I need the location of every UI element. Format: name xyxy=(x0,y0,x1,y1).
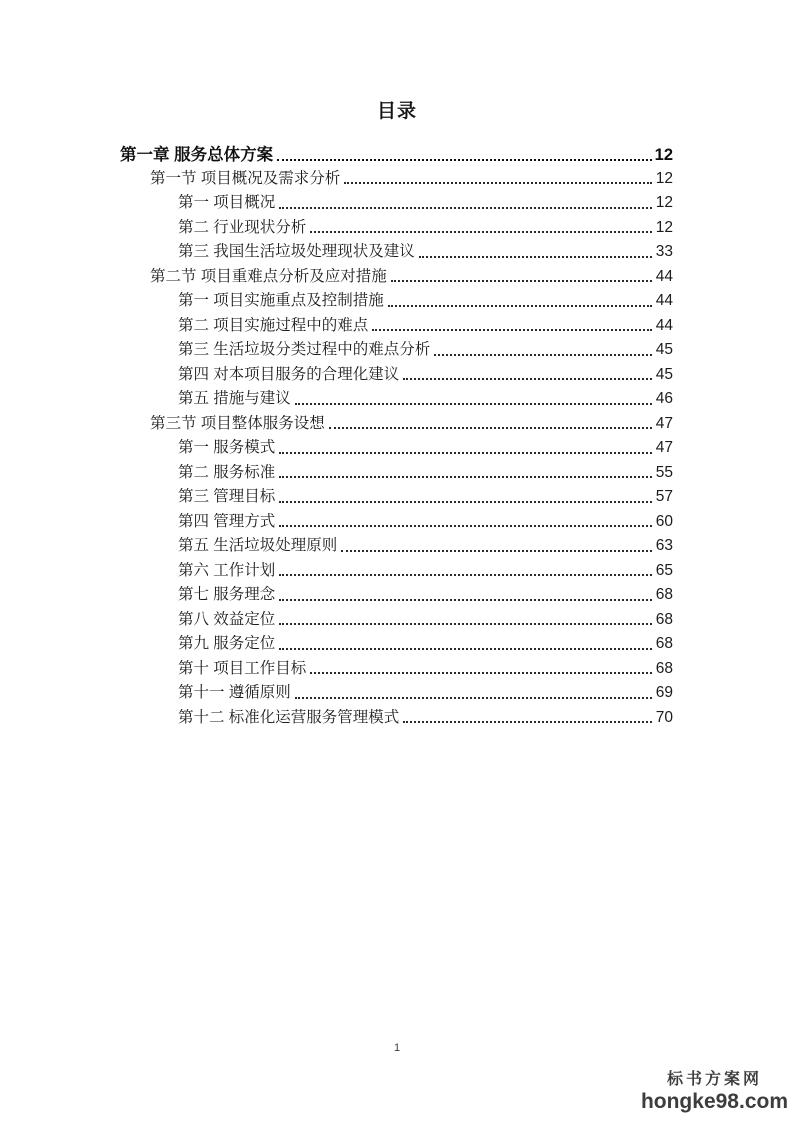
toc-leader-dots xyxy=(434,354,652,356)
toc-entry-page: 12 xyxy=(655,218,673,236)
toc-entry[interactable] xyxy=(120,215,673,240)
toc-entry-page: 47 xyxy=(655,439,673,456)
toc-entry[interactable] xyxy=(120,411,673,436)
toc-entry[interactable] xyxy=(120,533,673,558)
toc-entry-label: 第十二 标准化运营服务管理模式 xyxy=(178,708,400,726)
toc-entry-label: 第四 对本项目服务的合理化建议 xyxy=(178,365,400,383)
page-number: 1 xyxy=(393,1042,401,1054)
toc-entry[interactable] xyxy=(120,239,673,264)
toc-entry-page: 55 xyxy=(655,463,673,481)
toc-entry[interactable] xyxy=(120,313,673,338)
toc-entry-label: 第五 措施与建议 xyxy=(178,390,291,407)
toc-leader-dots xyxy=(295,403,652,405)
toc-leader-dots xyxy=(310,231,652,233)
toc-entry-page: 33 xyxy=(655,243,673,260)
toc-entry[interactable] xyxy=(120,509,673,534)
toc-entry-page: 68 xyxy=(655,659,673,677)
toc-entry-label: 第一节 项目概况及需求分析 xyxy=(150,169,341,187)
toc-entry[interactable] xyxy=(120,460,673,485)
watermark-site-name: 标书方案网 xyxy=(666,1071,762,1089)
toc-leader-dots xyxy=(310,672,652,674)
toc-entry[interactable] xyxy=(120,264,673,289)
toc-entry-label: 第一 项目实施重点及控制措施 xyxy=(178,292,384,309)
toc-entry[interactable] xyxy=(120,435,673,460)
toc-leader-dots xyxy=(295,697,652,699)
toc-entry-label: 第二 服务标准 xyxy=(178,463,276,481)
toc-leader-dots xyxy=(372,329,652,331)
toc-entry[interactable] xyxy=(120,190,673,215)
toc-entry[interactable] xyxy=(120,288,673,313)
toc-entry[interactable] xyxy=(120,166,673,191)
toc-entry-label: 第二 行业现状分析 xyxy=(178,218,307,236)
watermark-site-url: hongke98.com xyxy=(640,1089,788,1113)
toc-entry[interactable] xyxy=(120,362,673,387)
watermark xyxy=(641,1071,788,1114)
toc-entry-label: 第三 管理目标 xyxy=(178,488,276,505)
toc-entry-label: 第三节 项目整体服务设想 xyxy=(150,414,325,432)
toc-entry-label: 第七 服务理念 xyxy=(178,586,276,603)
toc-entry-label: 第九 服务定位 xyxy=(178,635,276,652)
toc-entry-page: 45 xyxy=(655,341,673,358)
toc-entry-page: 12 xyxy=(654,146,673,164)
toc-entry-label: 第二 项目实施过程中的难点 xyxy=(178,316,369,334)
toc-entry-page: 44 xyxy=(655,292,673,309)
toc-leader-dots xyxy=(344,182,652,184)
toc-entry-page: 68 xyxy=(655,610,673,628)
toc-entry[interactable] xyxy=(120,582,673,607)
toc-entry-page: 60 xyxy=(655,512,673,530)
toc-entry-page: 12 xyxy=(655,194,673,211)
toc-leader-dots xyxy=(403,378,652,380)
toc-entry-page: 70 xyxy=(655,708,673,726)
toc-entry-label: 第三 生活垃圾分类过程中的难点分析 xyxy=(178,341,431,358)
toc-leader-dots xyxy=(279,207,652,209)
toc-entry-label: 第一 服务模式 xyxy=(178,439,276,456)
toc-entry-label: 第十一 遵循原则 xyxy=(178,684,291,701)
toc-entry-page: 69 xyxy=(655,684,673,701)
toc-entry[interactable] xyxy=(120,680,673,705)
toc-entry-page: 68 xyxy=(655,635,673,652)
toc-leader-dots xyxy=(391,280,652,282)
toc-leader-dots xyxy=(279,574,652,576)
toc-leader-dots xyxy=(279,525,652,527)
toc-entry-page: 68 xyxy=(655,586,673,603)
toc-entry-label: 第四 管理方式 xyxy=(178,512,276,530)
toc-entry-page: 63 xyxy=(655,537,673,554)
toc-leader-dots xyxy=(279,599,652,601)
toc-entry-label: 第八 效益定位 xyxy=(178,610,276,628)
toc-entry-label: 第三 我国生活垃圾处理现状及建议 xyxy=(178,243,415,260)
toc-entry-page: 12 xyxy=(655,169,673,187)
toc-leader-dots xyxy=(279,476,652,478)
toc-leader-dots xyxy=(341,550,652,552)
toc-leader-dots xyxy=(329,427,652,429)
toc-entry[interactable] xyxy=(120,386,673,411)
toc-leader-dots xyxy=(388,305,652,307)
toc-entry-label: 第六 工作计划 xyxy=(178,561,276,579)
toc-entry-page: 65 xyxy=(655,561,673,579)
toc-title: 目录 xyxy=(376,101,417,122)
toc-leader-dots xyxy=(279,648,652,650)
toc-entry-page: 47 xyxy=(655,414,673,432)
toc-entry-label: 第一章 服务总体方案 xyxy=(120,146,274,164)
toc-entry-label: 第五 生活垃圾处理原则 xyxy=(178,537,338,554)
toc-leader-dots xyxy=(279,501,652,503)
toc-entry-page: 57 xyxy=(655,488,673,505)
toc-entry[interactable] xyxy=(120,484,673,509)
toc-entry-page: 45 xyxy=(655,365,673,383)
toc-entry[interactable] xyxy=(120,337,673,362)
toc-entry-label: 第十 项目工作目标 xyxy=(178,659,307,677)
toc-leader-dots xyxy=(277,159,652,161)
toc-entry[interactable] xyxy=(120,607,673,632)
toc-entry[interactable] xyxy=(120,705,673,730)
toc-entry[interactable] xyxy=(120,558,673,583)
toc-entry-page: 46 xyxy=(655,390,673,407)
toc-leader-dots xyxy=(279,452,652,454)
toc-entry[interactable] xyxy=(120,141,673,166)
toc-entry[interactable] xyxy=(120,656,673,681)
toc-entry-page: 44 xyxy=(655,267,673,285)
toc-entry-label: 第一 项目概况 xyxy=(178,194,276,211)
toc-list xyxy=(120,141,673,729)
toc-entry-page: 44 xyxy=(655,316,673,334)
toc-entry-label: 第二节 项目重难点分析及应对措施 xyxy=(150,267,387,285)
toc-leader-dots xyxy=(419,256,652,258)
toc-entry[interactable] xyxy=(120,631,673,656)
toc-leader-dots xyxy=(279,623,652,625)
toc-leader-dots xyxy=(403,721,652,723)
